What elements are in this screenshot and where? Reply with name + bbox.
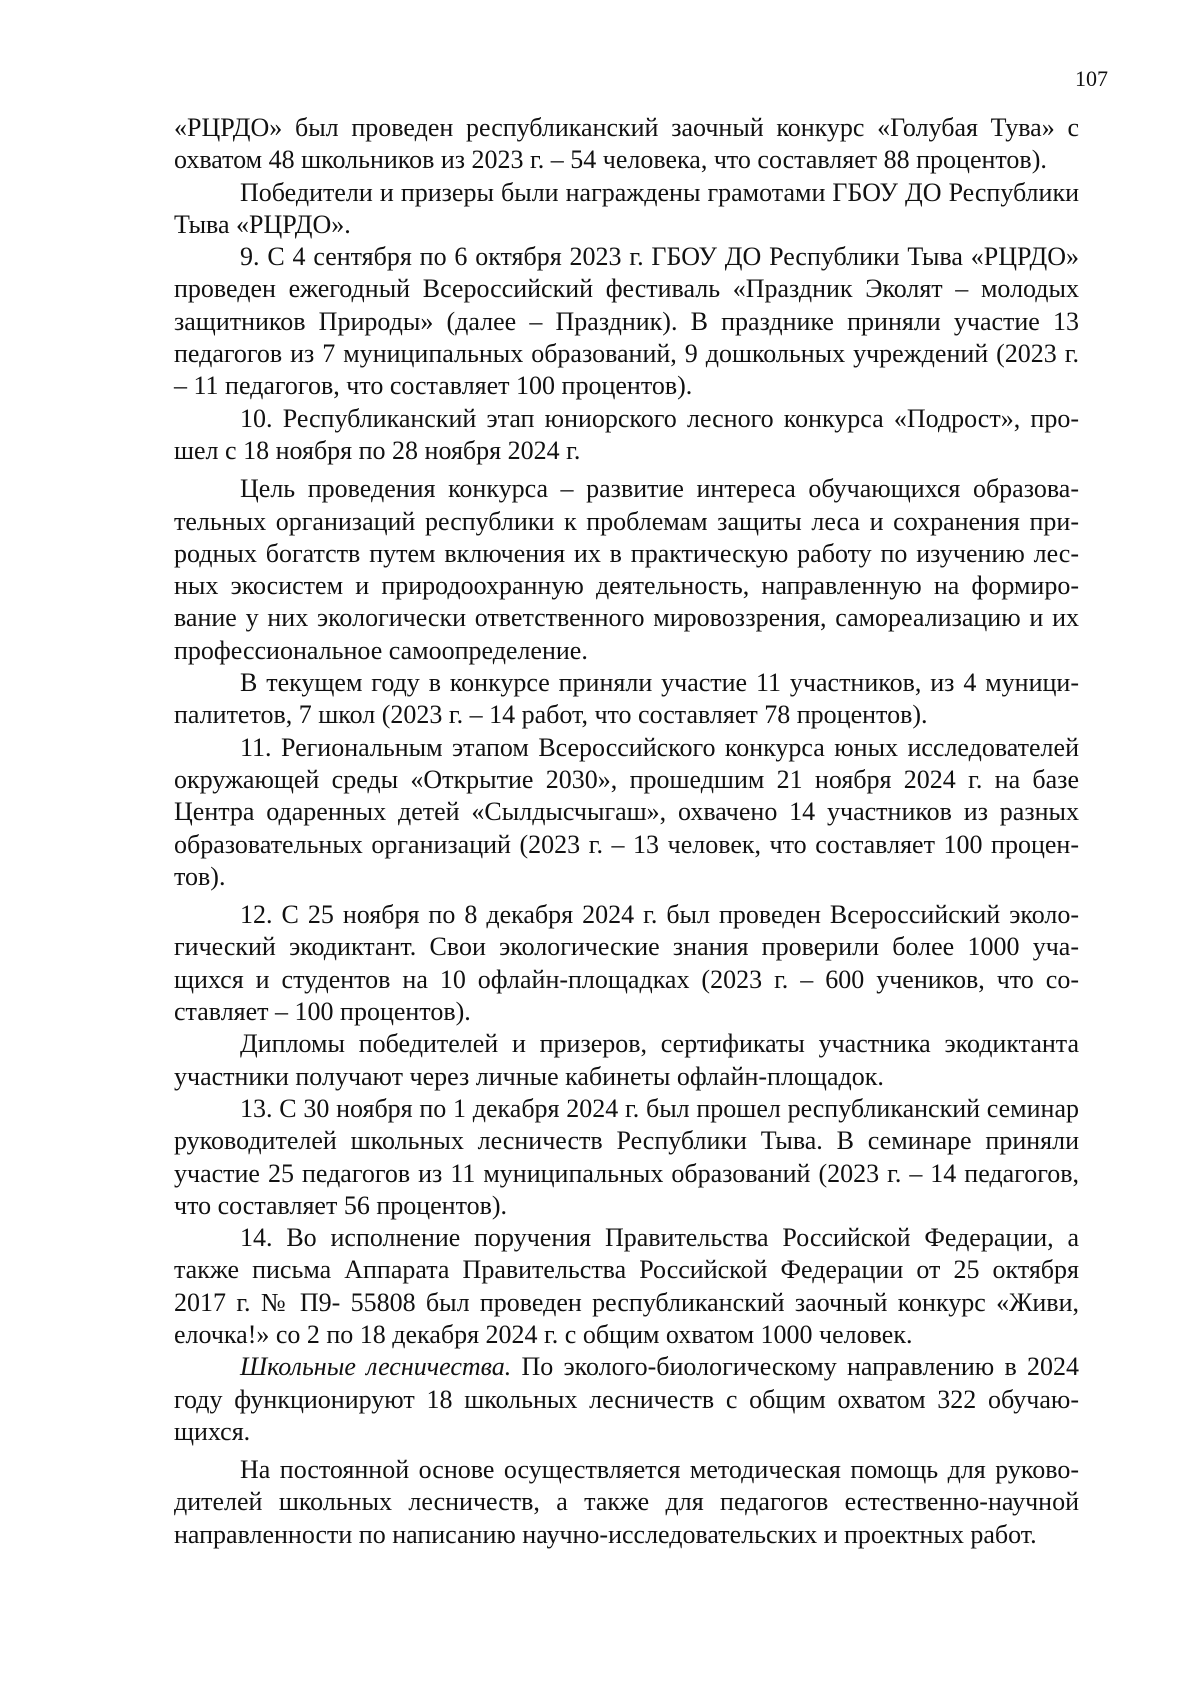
paragraph-10: 13. С 30 ноября по 1 декабря 2024 г. был прошел республиканский семинар руководителей школьных лесничеств Республики Тыва. В семинаре приняли участие 25 педагогов из 11 муниципальных образований (2023 г. – 14 педагогов, что составляет 56 процентов). (174, 1093, 1079, 1220)
paragraph-12-text: По эколого-биологическому направлению в 2024 году функционируют 18 школьных лесничеств с общим охватом 322 обучающихся. (174, 1352, 1079, 1446)
page-number: 107 (1075, 66, 1108, 91)
paragraph-2: Победители и призеры были награждены грамотами ГБОУ ДО Республики Тыва «РЦРДО». (174, 177, 1079, 239)
paragraph-12 (174, 1351, 1079, 1448)
paragraph-13: На постоянной основе осуществляется методическая помощь для руководителей школьных лесничеств, а также для педагогов естественно-научной направленности по написанию научно-исследовательских и проектных работ. (174, 1455, 1079, 1549)
paragraph-6: В текущем году в конкурсе приняли участие 11 участников, из 4 муниципалитетов, 7 школ (2023 г. – 14 работ, что составляет 78 процентов). (174, 668, 1079, 730)
paragraph-1: «РЦРДО» был проведен республиканский заочный конкурс «Голубая Тува» с охватом 48 школьников из 2023 г. – 54 человека, что составляет 88 процентов). (174, 113, 1079, 175)
paragraph-9: Дипломы победителей и призеров, сертификаты участника экодиктанта участники получают через личные кабинеты офлайн-площадок. (174, 1029, 1079, 1091)
paragraph-11: 14. Во исполнение поручения Правительства Российской Федерации, а также письма Аппарата Правительства Российской Федерации от 25 октября 2017 г. № П9- 55808 был проведен республиканский заочный конкурс «Живи, елочка!» со 2 по 18 декабря 2024 г. с общим охватом 1000 человек. (174, 1223, 1079, 1349)
paragraph-7: 11. Региональным этапом Всероссийского конкурса юных исследователей окружающей среды «Открытие 2030», прошедшим 21 ноября 2024 г. на базе Центра одаренных детей «Сылдысчыгаш», охвачено 14 участников из разных образовательных организаций (2023 г. – 13 человек, что составляет 100 процентов). (174, 732, 1079, 891)
paragraph-5: Цель проведения конкурса – развитие интереса обучающихся образовательных организаций республики к проблемам защиты леса и сохранения природных богатств путем включения их в практическую работу по изучению лесных экосистем и природоохранную деятельность, направленную на формирование у них экологически ответственного мировоззрения, самореализацию и их профессиональное самоопределение. (174, 474, 1079, 665)
italic-heading: Школьные лесничества. (240, 1352, 512, 1382)
paragraph-4: 10. Республиканский этап юниорского лесного конкурса «Подрост», прошел с 18 ноября по 28 ноября 2024 г. (174, 403, 1079, 465)
paragraph-3: 9. С 4 сентября по 6 октября 2023 г. ГБОУ ДО Республики Тыва «РЦРДО» проведен ежегодный Всероссийский фестиваль «Праздник Эколят – молодых защитников Природы» (далее – Праздник). В празднике приняли участие 13 педагогов из 7 муниципальных образований, 9 дошкольных учреждений (2023 г. – 11 педагогов, что составляет 100 процентов). (174, 242, 1079, 401)
paragraph-8: 12. С 25 ноября по 8 декабря 2024 г. был проведен Всероссийский экологический экодиктант. Свои экологические знания проверили более 1000 учащихся и студентов на 10 офлайн-площадках (2023 г. – 600 учеников, что составляет – 100 процентов). (174, 900, 1079, 1027)
document-body (174, 112, 1079, 1551)
